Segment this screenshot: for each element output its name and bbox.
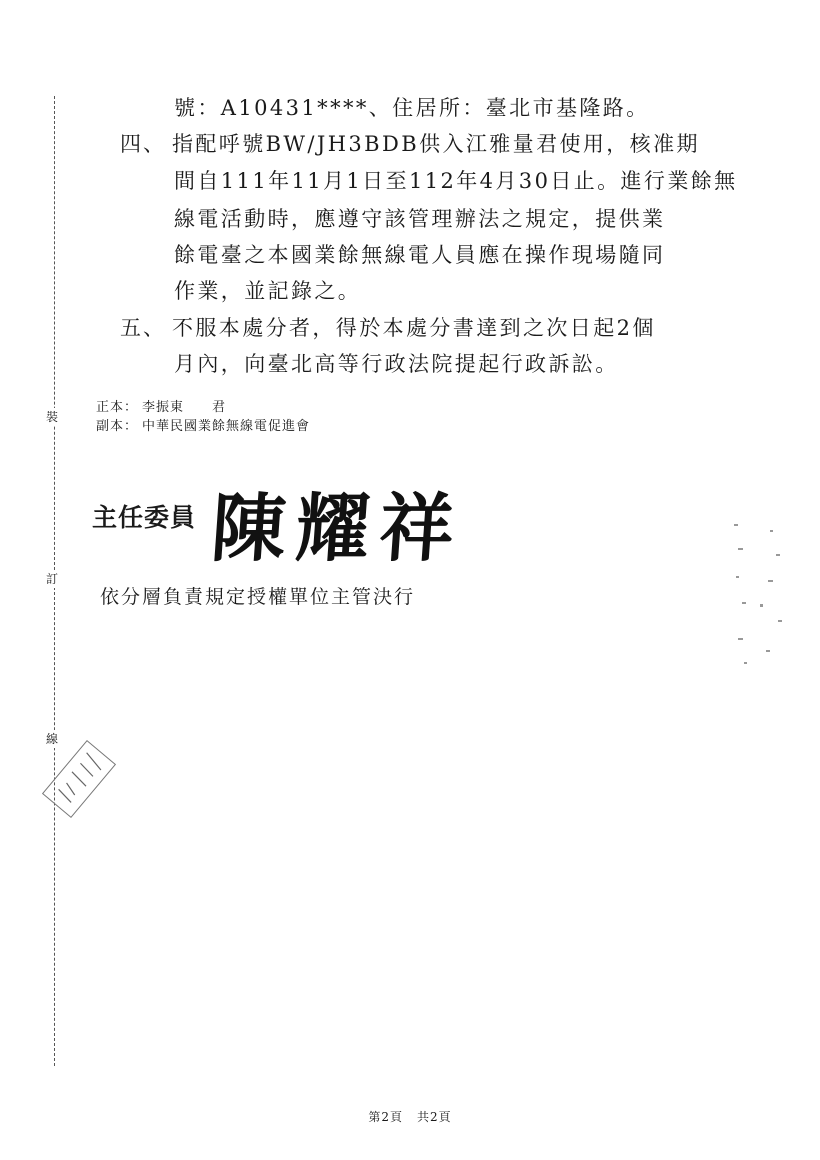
scan-specks (730, 520, 790, 670)
stamp-scribble-icon (49, 746, 111, 811)
binding-mark-xian: 線 (46, 732, 59, 746)
body-line-8: 月內，向臺北高等行政法院提起行政訴訟。 (174, 352, 619, 376)
page-total: 共2頁 (417, 1110, 452, 1124)
body-line-1: 號：A10431****、住居所：臺北市基隆路。 (174, 96, 650, 120)
signatory-title: 主任委員 (92, 503, 197, 532)
copy-label: 副本： (96, 419, 139, 434)
body-line-3: 間自111年11月1日至112年4月30日止。進行業餘無 (174, 169, 738, 193)
page-number: 第2頁 (368, 1110, 403, 1124)
original-label: 正本： (96, 400, 139, 415)
page-footer (0, 1108, 820, 1125)
binding-mark-ding: 訂 (46, 572, 59, 586)
original-recipient (96, 398, 310, 417)
body-line-2: 指配呼號BW/JH3BDB供入江雅量君使用，核准期 (172, 132, 700, 156)
copy-name: 中華民國業餘無線電促進會 (142, 419, 311, 434)
signatory-name: 陳耀祥 (208, 486, 467, 572)
delegation-note: 依分層負責規定授權單位主管決行 (100, 586, 416, 608)
body-line-7: 不服本處分者，得於本處分書達到之次日起2個 (172, 316, 656, 340)
binding-mark-zhuang: 裝 (46, 410, 59, 424)
body-line-4: 線電活動時，應遵守該管理辦法之規定，提供業 (174, 207, 666, 231)
body-line-5: 餘電臺之本國業餘無線電人員應在操作現場隨同 (174, 243, 666, 267)
item-four-marker: 四、 (120, 132, 166, 156)
copy-recipient (96, 417, 310, 436)
recipients (96, 398, 310, 436)
item-five-marker: 五、 (120, 316, 166, 340)
body-line-6: 作業，並記錄之。 (174, 279, 362, 303)
original-name: 李振東 君 (142, 400, 227, 415)
